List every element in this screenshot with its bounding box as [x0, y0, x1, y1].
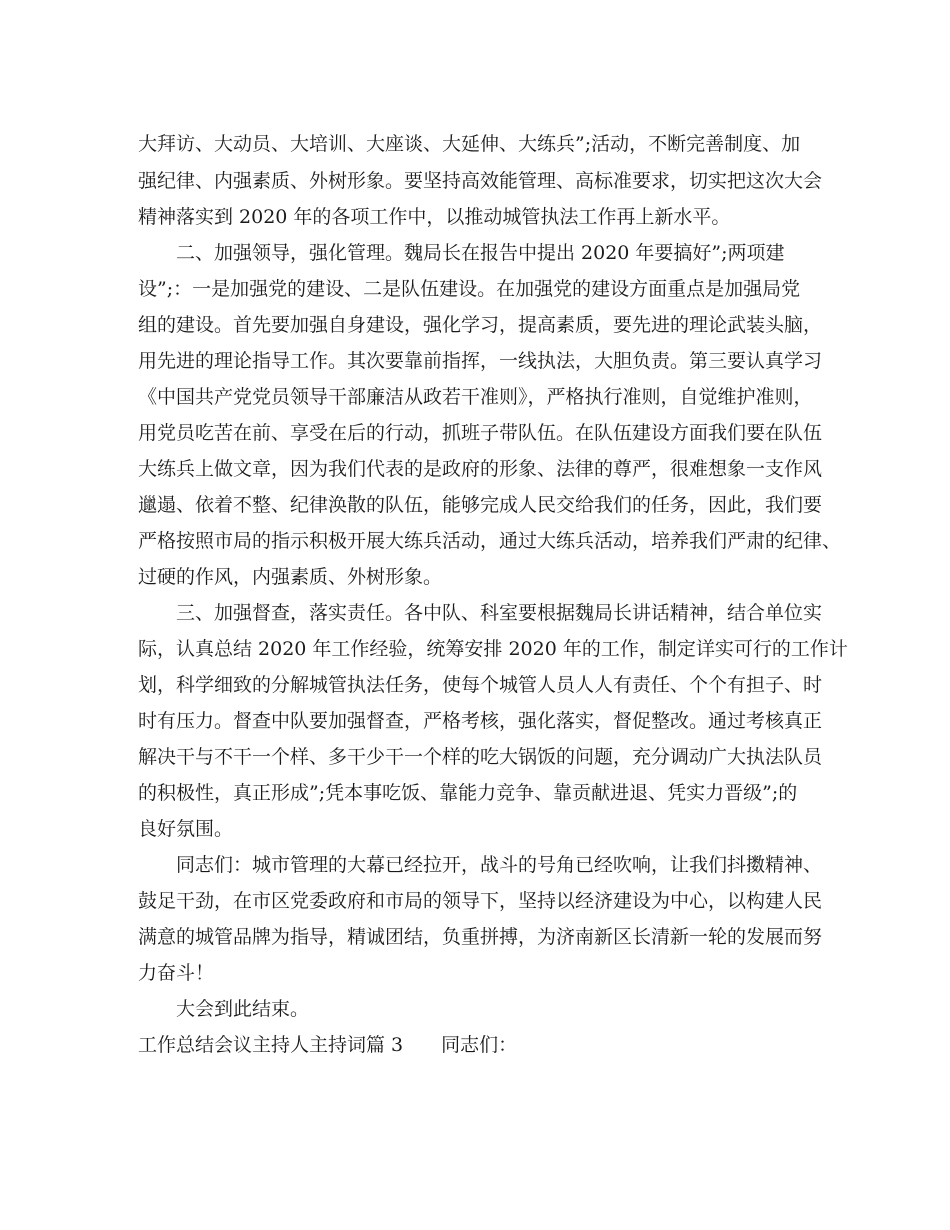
text-line: 大拜访、大动员、大培训、大座谈、大延伸、大练兵”;活动，不断完善制度、加: [138, 133, 801, 155]
text-line: 力奋斗！: [138, 962, 215, 984]
text-line: 《中国共产党党员领导干部廉洁从政若干准则》，严格执行准则，自觉维护准则，: [138, 386, 813, 408]
text-line: 解决干与不干一个样、多干少干一个样的吃大锅饭的问题，充分调动广大执法队员: [138, 746, 823, 768]
text-line: 过硬的作风，内强素质、外树形象。: [138, 566, 443, 588]
text-line: 用先进的理论指导工作。其次要靠前指挥，一线执法，大胆负责。第三要认真学习: [138, 350, 823, 372]
text-line: 时有压力。督查中队要加强督查，严格考核，强化落实，督促整改。通过考核真正: [138, 710, 823, 732]
text-line: 的积极性，真正形成”;凭本事吃饭、靠能力竞争、靠贡献进退、凭实力晋级”;的: [138, 782, 798, 804]
text-line: 大练兵上做文章，因为我们代表的是政府的形象、法律的尊严，很难想象一支作风: [138, 458, 823, 480]
paragraph-start-line: 大会到此结束。: [176, 998, 310, 1020]
text-line: 划，科学细致的分解城管执法任务，使每个城管人员人人有责任、个个有担子、时: [138, 674, 823, 696]
text-line: 强纪律、内强素质、外树形象。要坚持高效能管理、高标准要求，切实把这次大会: [138, 170, 823, 192]
text-line: 满意的城管品牌为指导，精诚团结，负重拼搏，为济南新区长清新一轮的发展而努: [138, 926, 823, 948]
text-line: 际，认真总结 2020 年工作经验，统筹安排 2020 年的工作，制定详实可行的工作计: [138, 638, 848, 660]
section-heading-line: 工作总结会议主持人主持词篇 3 同志们：: [138, 1034, 518, 1056]
text-line: 精神落实到 2020 年的各项工作中，以推动城管执法工作再上新水平。: [138, 206, 731, 228]
paragraph-start-line: 三、加强督查，落实责任。各中队、科室要根据魏局长讲话精神，结合单位实: [176, 602, 823, 624]
text-line: 鼓足干劲，在市区党委政府和市局的领导下，坚持以经济建设为中心，以构建人民: [138, 890, 823, 912]
text-line: 良好氛围。: [138, 818, 234, 840]
text-line: 用党员吃苦在前、享受在后的行动，抓班子带队伍。在队伍建设方面我们要在队伍: [138, 422, 823, 444]
text-line: 设”;：一是加强党的建设、二是队伍建设。在加强党的建设方面重点是加强局党: [138, 278, 801, 300]
text-line: 组的建设。首先要加强自身建设，强化学习，提高素质，要先进的理论武装头脑，: [138, 314, 823, 336]
text-line: 邋遢、依着不整、纪律涣散的队伍，能够完成人民交给我们的任务，因此，我们要: [138, 494, 823, 516]
paragraph-start-line: 同志们：城市管理的大幕已经拉开，战斗的号角已经吹响，让我们抖擞精神、: [176, 854, 823, 876]
paragraph-start-line: 二、加强领导，强化管理。魏局长在报告中提出 2020 年要搞好”;两项建: [176, 242, 785, 264]
text-line: 严格按照市局的指示积极开展大练兵活动，通过大练兵活动，培养我们严肃的纪律、: [138, 530, 842, 552]
